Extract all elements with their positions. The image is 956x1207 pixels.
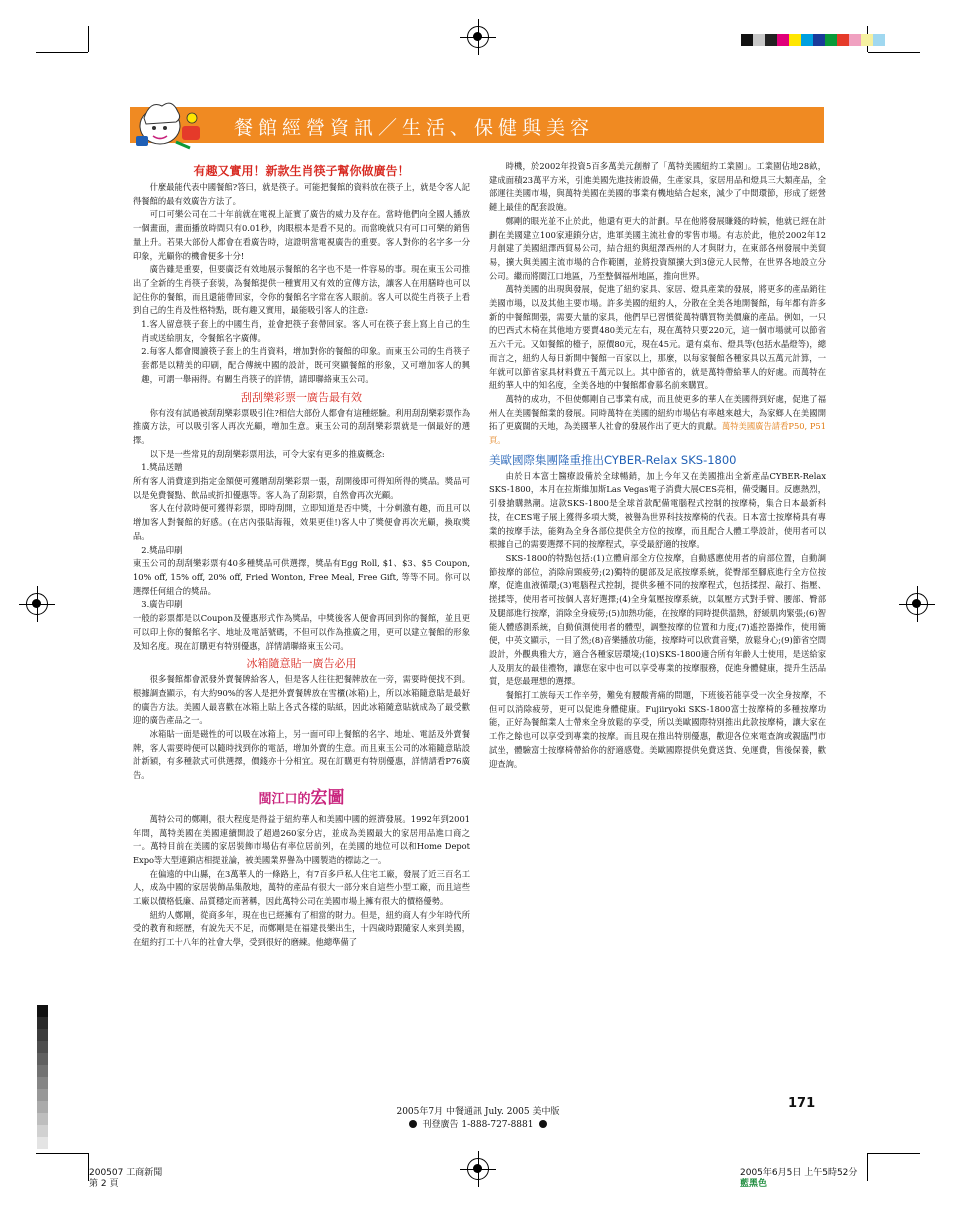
bullet-icon bbox=[539, 1120, 547, 1128]
left-column bbox=[133, 160, 470, 950]
list-item: 3.廣告印刷 bbox=[141, 599, 183, 610]
paragraph: 所有客人消費達到指定金額便可獲贈刮刮樂彩票一張，刮開後即可得知所得的獎品。獎品可以是免費餐點、飲品或折扣優惠等。客人為了刮彩票，自然會再次光顧。 bbox=[133, 476, 470, 500]
list-item: 1.獎品送贈 bbox=[141, 462, 183, 473]
bullet-icon bbox=[409, 1120, 417, 1128]
article-heading bbox=[133, 789, 470, 809]
print-slug-left bbox=[89, 1168, 162, 1190]
crop-mark bbox=[868, 1153, 920, 1154]
footer-publication: 2005年7月 中餐通訊 July. 2005 美中版 bbox=[396, 1107, 560, 1117]
paragraph: 可口可樂公司在二十年前就在電視上証實了廣告的威力及存在。當時他們向全國人播放一個畫面，畫面播放時間只有0.01秒，肉眼根本是看不見的。而當晚就只有可口可樂的銷售量上升。若果大部份人都會在看廣告時，這證明當電視廣告的重要。客人對你的名字多一分印象，光顧你的機會便多十分! bbox=[133, 209, 470, 261]
slug-colors: 藍黑色 bbox=[740, 1179, 768, 1189]
article-heading: 冰箱隨意貼一廣告必用 bbox=[246, 657, 357, 671]
article-heading: 有趣又實用！新款生肖筷子幫你做廣告！ bbox=[193, 164, 410, 178]
paragraph: 餐館打工族每天工作辛勞，難免有腰酸背痛的問題，下班後若能享受一次全身按摩，不但可以消除疲勞，更可以促進身體健康。Fujiiryoki SKS-1800富士按摩椅的多種按摩功能，正好為餐館業人士帶來全身放鬆的享受，所以美歐國際特別推出此款按摩椅，讓大家在工作之餘也可以享受到專業的按摩。而且現在推出特別優惠，歡迎各位來電查詢或親臨門市試坐，體驗富士按摩椅帶給你的舒適感覺。美歐國際提供免費送貨、免運費，售後保養，歡迎查詢。 bbox=[489, 690, 826, 769]
ad-reference: 萬特美國廣告請看P50, P51頁。 bbox=[489, 421, 826, 446]
paragraph: 紐約人鄭剛，從商多年，現在也已經擁有了相當的財力。但是，紐約商人有少年時代所受的教育和經歷，有說先天不足，而鄭剛是在福建長樂出生，十四歲時跟隨家人來到美國，在紐約打工十八年的社會大學，受到很好的磨練。他總準備了 bbox=[133, 909, 470, 948]
paragraph: 以下是一些常見的刮刮樂彩票用法，可令大家有更多的推廣概念: bbox=[149, 448, 385, 459]
slug-text: 2005年6月5日 上午5時52分 bbox=[740, 1168, 858, 1178]
paragraph bbox=[489, 393, 826, 448]
paragraph: 在偏遠的中山縣，在3萬華人的一條路上，有7百多戶私人住宅工廠，發展了近三百名工人，成為中國的家居裝飾品集散地，萬特的產品有很大一部分來自這些小型工廠，而且這些工廠以價格低廉、品質穩定而著稱，因此萬特公司在美國市場上擁有很大的價格優勢。 bbox=[133, 868, 470, 907]
paragraph: 你有沒有試過被刮刮樂彩票吸引住?相信大部份人都會有這種經驗。利用刮刮樂彩票作為推廣方法，可以吸引客人再次光顧，增加生意。東玉公司的刮刮樂彩票就是一個最好的選擇。 bbox=[133, 407, 470, 445]
article-heading: 刮刮樂彩票一廣告最有效 bbox=[241, 390, 362, 404]
crop-mark bbox=[868, 52, 920, 53]
list-item: 1.客人留意筷子套上的中國生肖，並會把筷子套帶回家。客人可在筷子套上寫上自己的生肖或送給朋友，令餐館名字廣傳。 bbox=[141, 319, 470, 343]
paragraph: 廣告雖是重要，但要廣泛有效地展示餐館的名字也不是一件容易的事。現在東玉公司推出了全新的生肖筷子套裝，為餐館提供一種實用又有效的宣傳方法，讓客人在用膳時也可以記住你的餐館，而且還能帶回家，令你的餐館名字常在客人眼前。客人可以從生肖筷子上看到自己的生肖及性格特點，既有趣又實用，最能吸引客人的注意: bbox=[133, 264, 470, 316]
paragraph: 鄭剛的眼光並不止於此，他還有更大的計劃。早在他將發展賺錢的時候，他就已經在計劃在美國建立100家連鎖分店，進軍美國主流社會的零售市場。有志於此，他於2002年12月創建了美國紐澤西貿易公司，結合紐約與紐澤西州的人才與財力，在東部各州發展中美貿易，擴大與美國主流市場的合作範圍，並將投資額擴大到3億元人民幣，在世界各地設立分公司。繼而將閩江口地區，乃至整個福州地區，推向世界。 bbox=[489, 215, 826, 281]
paragraph: 客人在付款時便可獲得彩票，即時刮開，立即知道是否中獎，十分刺激有趣，而且可以增加客人對餐館的好感。(在店內張貼海報，效果更佳!)客人中了獎便會再次光顧，換取獎品。 bbox=[133, 503, 470, 541]
paragraph: 由於日本富士醫療設備於全球暢銷，加上今年又在美國推出全新產品CYBER-Relax SKS-1800，本月在拉斯維加斯Las Vegas電子消費大展CES亮相，備受矚目。反應熱烈，引發搶購熱潮。這款SKS-1800是全球首款配備電腦程式控制的按摩椅，集合日本最新科技，在CES電子展上獲得多項大獎，被譽為世界科技按摩椅的代表。日本富士按摩椅具有專業的按摩手法，能夠為全身各部位提供全方位的按摩，而且配合人體工學設計，使用者可以根據自己的需要選擇不同的按摩程式，享受最舒適的按摩。 bbox=[489, 470, 826, 550]
paragraph-text: 萬特的成功，不但使鄭剛自己事業有成，而且使更多的華人在美國得到好處，促進了福州人在美國餐館業的發展。同時萬特在美國的紐約市場佔有率越來越大，為家鄉人在美國開拓了更廣闊的天地，為美國華人社會的發展作出了更大的貢獻。 bbox=[489, 393, 826, 432]
paragraph: 萬特美國的出現與發展，促進了紐約家具、家居、燈具產業的發展，將更多的產品銷往美國市場，以及其他主要市場。許多美國的紐約人，分散在全美各地開餐館，每年都有許多新的中餐館開張，需要大量的家具，他們早已習慣從萬特購買物美價廉的產品。例如，一只的巴西式木椅在其他地方要賣480美元左右，現在萬特只要220元，這一個市場就可以節省五六千元。又如餐館的檯子，原價80元，現在45元。還有桌布、燈具等(包括水晶燈等)，總而言之，紐約人每日新開中餐館一百家以上，那麼，以每家餐館各種家具以五萬元計算，一年就可以節省家具材料費五千萬元以上。其中節省的，就是萬特帶給華人的好處。而萬特在紐約華人中的知名度，全美各地的中餐館都會慕名前來購買。 bbox=[489, 284, 826, 391]
list-item: 2.獎品印刷 bbox=[141, 544, 183, 555]
heading-part: 閩江口的 bbox=[258, 791, 311, 807]
list-item: 2.每客人都會閱讀筷子套上的生肖資料，增加對你的餐館的印象。而東玉公司的生肖筷子套都是以精美的印刷，配合傳統中國的設計，既可突顯餐館的形象，又可增加客人的興趣，可謂一舉兩得。有關生肖筷子的詳情，請即聯絡東玉公司。 bbox=[141, 346, 470, 384]
print-slug-right bbox=[740, 1168, 857, 1190]
paragraph-text: 冰箱貼一面是磁性的可以吸在冰箱上，另一面可印上餐館的名字、地址、電話及外賣餐牌，客人需要時便可以隨時找到你的電話，增加外賣的生意。而且東玉公司的冰箱隨意貼設計新穎，有多種款式可供選擇，價錢亦十分相宜。現在訂購更有特別優惠，詳情請看P76廣告。 bbox=[133, 729, 470, 781]
heading-part: 宏圖 bbox=[310, 787, 345, 808]
slug-text: 第 2 頁 bbox=[89, 1179, 119, 1189]
registration-mark-icon bbox=[26, 593, 48, 615]
paragraph: 時機，於2002年投資5百多萬美元創辦了「萬特美國紐約工業園」。工業園佔地28畝，建成面積23萬平方米，引進美國先進技術設備，生產家具，家居用品和燈具三大類產品，全部運往美國市場，與萬特美國在美國的事業有機地結合起來，減少了中間環節，形成了經營鏈上最佳的配套設施。 bbox=[489, 161, 826, 213]
crop-mark bbox=[36, 52, 88, 53]
paragraph: 很多餐館都會派發外賣餐牌給客人，但是客人往往把餐牌放在一旁，需要時便找不到。根據調查顯示，有大約90%的客人是把外賣餐牌放在雪櫃(冰箱)上，所以冰箱隨意貼是最好的廣告方法。美國人最喜歡在冰箱上貼上各式各樣的貼紙，因此冰箱隨意貼就成為了最受歡迎的廣告產品之一。 bbox=[133, 674, 470, 726]
registration-mark-icon bbox=[467, 1158, 489, 1180]
footer-contact bbox=[0, 1117, 956, 1130]
paragraph: 什麼最能代表中國餐館?答曰，就是筷子。可能把餐館的資料放在筷子上，就是令客人記得餐館的最有效廣告方法了。 bbox=[133, 182, 470, 206]
footer-contact-text: 刊登廣告 1-888-727-8881 bbox=[422, 1120, 534, 1130]
chef-mascot-icon bbox=[132, 96, 212, 152]
right-column bbox=[489, 160, 826, 771]
page-title: 餐館經營資訊／生活、保健與美容 bbox=[234, 117, 595, 139]
color-calibration-bar bbox=[741, 34, 885, 46]
article-heading: 美歐國際集團隆重推出CYBER-Relax SKS-1800 bbox=[489, 452, 737, 467]
crop-mark bbox=[36, 1153, 88, 1154]
paragraph: 萬特公司的鄭剛，很大程度是得益于紐約華人和美國中國的經濟發展。1992年到2001年間，萬特美國在美國連續開設了超過260家分店，並成為美國最大的家居用品進口商之一。萬特目前在美國的家居裝飾市場佔有率位居前列，在美國的地位可以和Home Depot Expo等大型連鎖店相提並論，被美國業界譽為中國製造的標誌之一。 bbox=[133, 813, 470, 865]
registration-mark-icon bbox=[906, 593, 928, 615]
crop-mark bbox=[88, 26, 89, 52]
paragraph: 東玉公司的刮刮樂彩票有40多種獎品可供選擇，獎品有Egg Roll, $1、$3、$5 Coupon, 10% off, 15% off, 20% off, Fried Wonton, Free Meal, Free Gift, 等等不同。你可以選擇任何組合的獎品。 bbox=[133, 558, 470, 596]
paragraph bbox=[133, 728, 470, 783]
paragraph: 一般的彩票都是以Coupon及優惠形式作為獎品，中獎後客人便會再回到你的餐館，並且更可以印上你的餐館名字、地址及電話號碼，不但可以作為推廣之用，更可以建立餐館的形象及知名度。現在訂購更有特別優惠，詳情請聯絡東玉公司。 bbox=[133, 613, 470, 651]
slug-text: 200507 工商新聞 bbox=[89, 1168, 163, 1178]
paragraph: SKS-1800的特點包括:(1)立體肩部全方位按摩，自動感應使用者的肩部位置，自動調節按摩的部位，消除肩頸疲勞;(2)獨特的腿部及足底按摩系統，從臀部至腳底進行全方位按摩，促進血液循環;(3)電腦程式控制，提供多種不同的按摩程式，包括揉捏、敲打、指壓、搓揉等，使用者可按個人喜好選擇;(4)全身氣壓按摩系統，以氣壓方式對手臂、腰部、臀部及腿部進行按摩，消除全身疲勞;(5)加熱功能，在按摩的同時提供溫熱，舒緩肌肉緊張;(6)智能人體感測系統，自動偵測使用者的體型，調整按摩的位置和力度;(7)遙控器操作，使用簡便，中英文顯示，一目了然;(8)音樂播放功能，按摩時可以欣賞音樂，放鬆身心;(9)節省空間設計，外觀典雅大方，適合各種家居環境;(10)SKS-1800適合所有年齡人士使用，是送給家人及朋友的最佳禮物，讓您在家中也可以享受專業的按摩服務，促進身體健康，提升生活品質，是您最理想的選擇。 bbox=[489, 552, 826, 687]
page-number: 171 bbox=[788, 1096, 816, 1111]
crop-mark bbox=[867, 1153, 868, 1181]
registration-mark-icon bbox=[467, 26, 489, 48]
